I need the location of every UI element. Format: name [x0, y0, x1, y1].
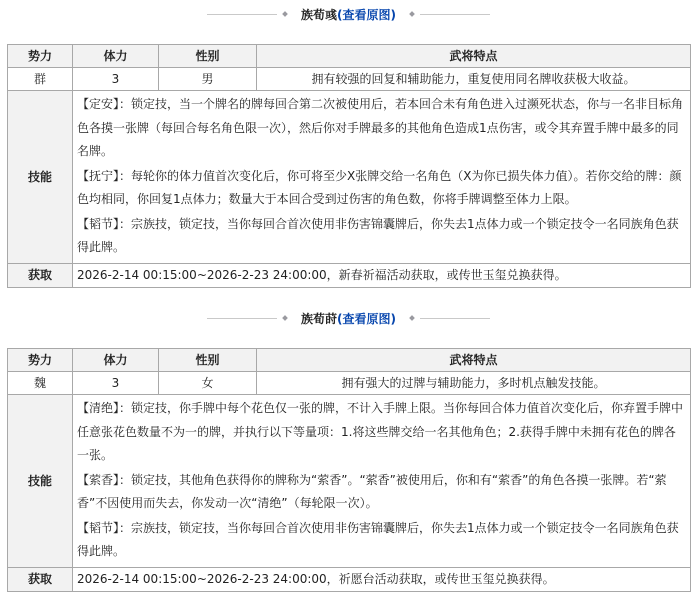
diamond-icon	[409, 11, 415, 17]
skill-text: ：宗族技，锁定技，当你每回合首次使用非伤害锦囊牌后，你失去1点体力或一个锁定技令一名同族角色获得此牌。	[77, 216, 679, 254]
skills-cell	[73, 91, 691, 264]
general-title-2	[0, 307, 697, 329]
view-original-link[interactable]: (查看原图)	[337, 311, 396, 326]
skill-name: 【清绝】	[77, 401, 120, 415]
hp-value: 3	[73, 68, 159, 91]
general-title-1	[0, 3, 697, 25]
faction-value: 魏	[8, 372, 73, 395]
header-feature: 武将特点	[257, 349, 691, 372]
skill-text: ：宗族技，锁定技，当你每回合首次使用非伤害锦囊牌后，你失去1点体力或一个锁定技令一名同族角色获得此牌。	[77, 520, 679, 558]
skill-name: 【韬节】	[77, 520, 120, 535]
view-original-link[interactable]: (查看原图)	[337, 7, 396, 22]
skill-name: 【抚宁】	[77, 168, 120, 183]
feature-value: 拥有较强的回复和辅助能力，重复使用同名牌收获极大收益。	[257, 68, 691, 91]
header-faction: 势力	[8, 45, 73, 68]
acquire-label: 获取	[8, 567, 73, 591]
header-gender: 性别	[159, 349, 257, 372]
feature-value: 拥有强大的过牌与辅助能力，多时机点触发技能。	[257, 372, 691, 395]
skills-label: 技能	[8, 91, 73, 264]
header-feature: 武将特点	[257, 45, 691, 68]
skill-funing	[77, 165, 686, 212]
gender-value: 男	[159, 68, 257, 91]
general-table-1	[7, 44, 691, 288]
diamond-icon	[282, 11, 288, 17]
general-table-2	[7, 348, 691, 592]
general-name: 族荀莳(查看原图)	[301, 311, 396, 326]
divider-line	[207, 14, 277, 15]
divider-line	[420, 14, 490, 15]
skill-dingan	[77, 93, 686, 164]
header-hp: 体力	[73, 349, 159, 372]
skills-cell	[73, 395, 691, 568]
skill-text: ：锁定技，当一个牌名的牌每回合第二次被使用后，若本回合未有角色进入过濒死状态，你与一名非目标角色各摸一张牌（每回合每名角色限一次），然后你对手牌最多的其他角色造成1点伤害，或令其弃置手牌中最多的同名牌。	[77, 97, 684, 158]
acquire-label: 获取	[8, 263, 73, 287]
skill-text: ：锁定技，你手牌中每个花色仅一张的牌，不计入手牌上限。当你每回合体力值首次变化后，你弃置手牌中任意张花色数量不为一的牌，并执行以下等量项：1.将这些牌交给一名其他角色；2.获得手牌中未拥有花色的牌各一张。	[77, 401, 684, 462]
header-row	[8, 45, 691, 68]
skill-text: ：每轮你的体力值首次变化后，你可将至少X张牌交给一名角色（X为你已损失体力值）。若你交给的牌：颜色均相同，你回复1点体力；数量大于本回合受到过伤害的角色数，你将手牌调整至体力上限。	[77, 168, 682, 206]
skills-row	[8, 395, 691, 568]
header-hp: 体力	[73, 45, 159, 68]
skill-name: 【定安】	[77, 97, 120, 111]
skill-taojie	[77, 213, 686, 260]
gender-value: 女	[159, 372, 257, 395]
acquire-row	[8, 263, 691, 287]
diamond-icon	[282, 315, 288, 321]
acquire-row	[8, 567, 691, 591]
skills-label: 技能	[8, 395, 73, 568]
acquire-value: 2026-2-14 00:15:00~2026-2-23 24:00:00，祈愿台活动获取，或传世玉玺兑换获得。	[73, 567, 691, 591]
header-gender: 性别	[159, 45, 257, 68]
skills-row	[8, 91, 691, 264]
skill-name: 【萦香】	[77, 472, 120, 487]
divider-line	[207, 318, 277, 319]
skill-qingjue	[77, 397, 686, 468]
divider-line	[420, 318, 490, 319]
skill-name: 【韬节】	[77, 216, 120, 231]
skill-taojie	[77, 517, 686, 564]
general-name: 族荀彧(查看原图)	[301, 7, 396, 22]
diamond-icon	[409, 315, 415, 321]
hp-value: 3	[73, 372, 159, 395]
info-row	[8, 372, 691, 395]
header-row	[8, 349, 691, 372]
skill-yingxiang	[77, 469, 686, 516]
faction-value: 群	[8, 68, 73, 91]
info-row	[8, 68, 691, 91]
skill-text: ：锁定技，其他角色获得你的牌称为“萦香”。“萦香”被使用后，你和有“萦香”的角色各摸一张牌。若“萦香”不因使用而失去，你发动一次“清绝”（每轮限一次）。	[77, 472, 667, 510]
acquire-value: 2026-2-14 00:15:00~2026-2-23 24:00:00，新春祈福活动获取，或传世玉玺兑换获得。	[73, 263, 691, 287]
header-faction: 势力	[8, 349, 73, 372]
